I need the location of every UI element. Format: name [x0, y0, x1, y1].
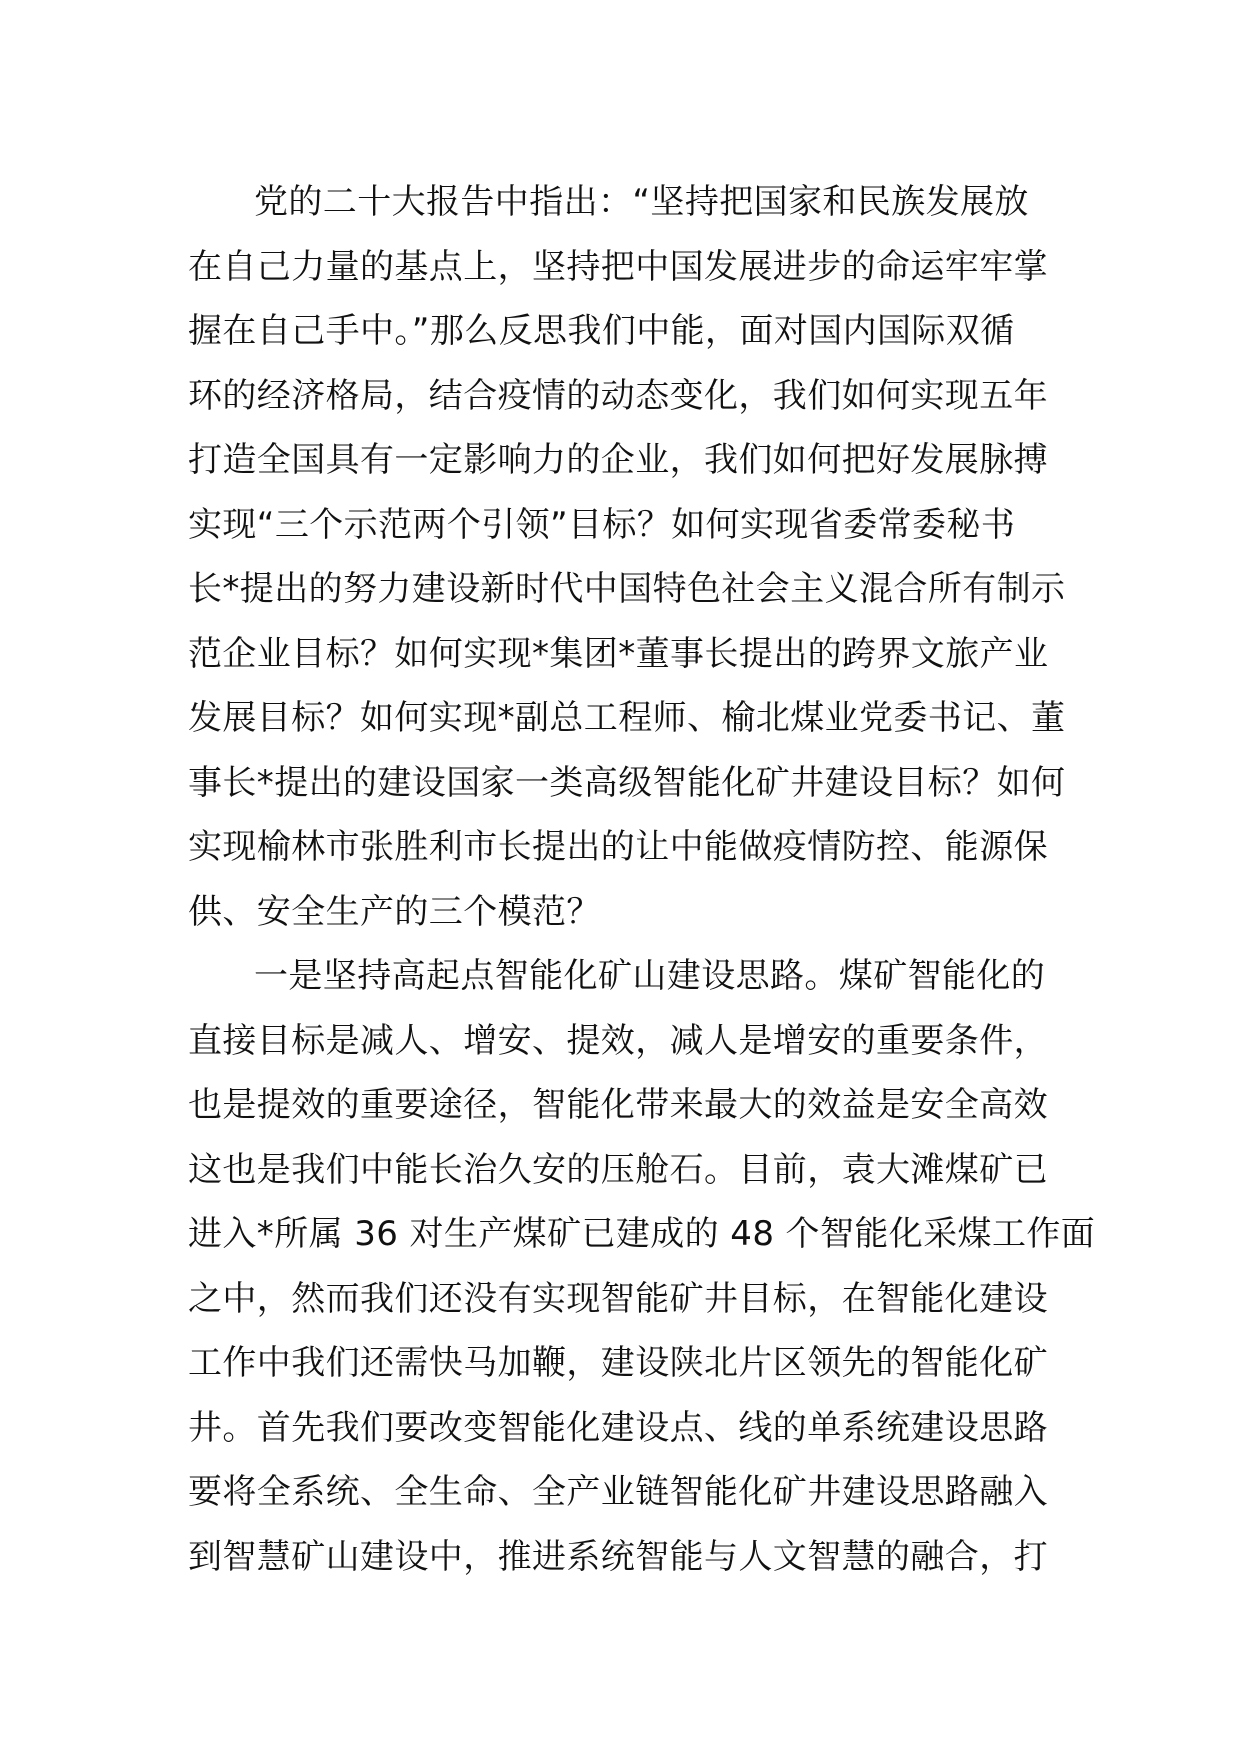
text-line: 之中，然而我们还没有实现智能矿井目标，在智能化建设 [188, 1278, 1048, 1319]
text-line: 实现“三个示范两个引领”目标？如何实现省委常委秘书 [188, 504, 1016, 545]
text-line: 长*提出的努力建设新时代中国特色社会主义混合所有制示 [188, 569, 1066, 609]
text-line: 直接目标是减人、增安、提效，减人是增安的重要条件， [188, 1020, 1048, 1061]
text-line: 供、安全生产的三个模范？ [188, 891, 601, 932]
paragraph-1 [188, 170, 1066, 944]
text-line: 一是坚持高起点智能化矿山建设思路。煤矿智能化的 [254, 956, 1046, 996]
text-line: 工作中我们还需快马加鞭，建设陕北片区领先的智能化矿 [188, 1343, 1048, 1383]
text-line: 事长*提出的建设国家一类高级智能化矿井建设目标？如何 [188, 762, 1066, 803]
text-line: 要将全系统、全生命、全产业链智能化矿井建设思路融入 [188, 1472, 1048, 1512]
text-line: 范企业目标？如何实现*集团*董事长提出的跨界文旅产业 [188, 633, 1049, 674]
text-line: 在自己力量的基点上，坚持把中国发展进步的命运牢牢掌 [188, 246, 1048, 287]
text-line: 党的二十大报告中指出：“坚持把国家和民族发展放 [254, 182, 1029, 222]
text-line: 实现榆林市张胜利市长提出的让中能做疫情防控、能源保 [188, 827, 1048, 867]
text-line: 发展目标？如何实现*副总工程师、榆北煤业党委书记、董 [188, 698, 1066, 738]
text-line: 也是提效的重要途径，智能化带来最大的效益是安全高效 [188, 1085, 1048, 1125]
document-body [188, 170, 1096, 1589]
text-line: 这也是我们中能长治久安的压舱石。目前，袁大滩煤矿已 [188, 1149, 1048, 1190]
text-line: 打造全国具有一定影响力的企业，我们如何把好发展脉搏 [188, 440, 1048, 480]
text-line: 井。首先我们要改变智能化建设点、线的单系统建设思路 [188, 1407, 1048, 1448]
text-line: 握在自己手中。”那么反思我们中能，面对国内国际双循 [188, 311, 1015, 351]
text-line: 进入*所属 36 对生产煤矿已建成的 48 个智能化采煤工作面 [188, 1214, 1096, 1254]
text-line: 环的经济格局，结合疫情的动态变化，我们如何实现五年 [188, 375, 1048, 416]
text-line: 到智慧矿山建设中，推进系统智能与人文智慧的融合，打 [188, 1536, 1048, 1577]
paragraph-2 [188, 944, 1096, 1589]
